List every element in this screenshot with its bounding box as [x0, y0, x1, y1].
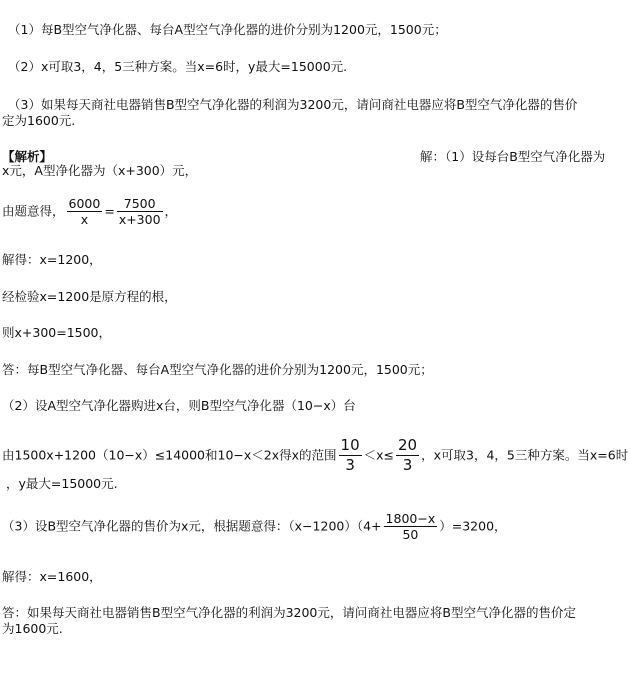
fraction-1800-minus-x-over-50: [384, 511, 438, 542]
fraction-6000-over-x: [67, 196, 103, 227]
equals-sign: =: [104, 203, 115, 219]
fraction-numerator: 20: [398, 436, 418, 454]
answer-line-1: 答：每B型空气净化器、每台A型空气净化器的进价分别为1200元，1500元；: [2, 362, 433, 377]
analysis-heading: 【解析】: [2, 149, 53, 164]
part3-suffix: ）=3200，: [439, 518, 507, 534]
fraction-numerator: 7500: [117, 196, 163, 212]
fraction-denominator: x+300: [118, 212, 161, 227]
solve-line-1: 解得：x=1200，: [2, 252, 102, 267]
part3-equation: [2, 511, 507, 542]
fraction-7500-over-x-plus-300: [117, 196, 163, 227]
equation-prefix: 由题意得，: [2, 203, 65, 219]
fraction-20-over-3: [396, 436, 419, 475]
fraction-numerator: 10: [340, 436, 360, 454]
answer-3-line2: 定为1600元.: [2, 113, 76, 128]
part2-setup: （2）设A型空气净化器购进x台，则B型空气净化器（10−x）台: [2, 398, 356, 413]
solve-line-3: 解得：x=1600，: [2, 569, 102, 584]
answer-2: （2）x可取3，4，5三种方案。当x=6时，y最大=15000元.: [8, 59, 348, 74]
fraction-numerator: 1800−x: [385, 511, 436, 526]
equation-suffix: ，: [164, 203, 178, 219]
part2-result: ，y最大=15000元.: [6, 476, 118, 491]
final-answer-line1: 答：如果每天商社电器销售B型空气净化器的利润为3200元，请问商社电器应将B型空气净化器的售价定: [2, 605, 576, 620]
inequality-prefix: 由1500x+1200（10−x）≤14000和10−x＜2x得x的范围: [2, 447, 337, 463]
inequality-suffix: ，x可取3，4，5三种方案。当x=6时: [421, 447, 629, 463]
fraction-denominator: x: [80, 212, 89, 227]
inequality-middle: ＜x≤: [363, 447, 395, 463]
check-line: 经检验x=1200是原方程的根，: [2, 289, 177, 304]
analysis-setup: x元，A型净化器为（x+300）元，: [2, 163, 198, 178]
final-answer-line2: 为1600元.: [2, 621, 63, 636]
fraction-10-over-3: [339, 436, 362, 475]
fraction-numerator: 6000: [68, 196, 101, 211]
fraction-denominator: 3: [345, 456, 355, 474]
part3-prefix: （3）设B型空气净化器的售价为x元，根据题意得：（x−1200）（4+: [2, 518, 382, 534]
fraction-denominator: 50: [402, 527, 419, 542]
answer-1: （1）每B型空气净化器、每台A型空气净化器的进价分别为1200元，1500元；: [8, 22, 447, 37]
then-line: 则x+300=1500，: [2, 325, 112, 340]
inequality-line: [2, 436, 628, 475]
fraction-denominator: 3: [402, 456, 413, 474]
answer-3-line1: （3）如果每天商社电器销售B型空气净化器的利润为3200元，请问商社电器应将B型空气净化器的售价: [8, 97, 578, 112]
analysis-intro: 解：（1）设每台B型空气净化器为: [420, 149, 606, 164]
equation-line: [2, 196, 177, 227]
